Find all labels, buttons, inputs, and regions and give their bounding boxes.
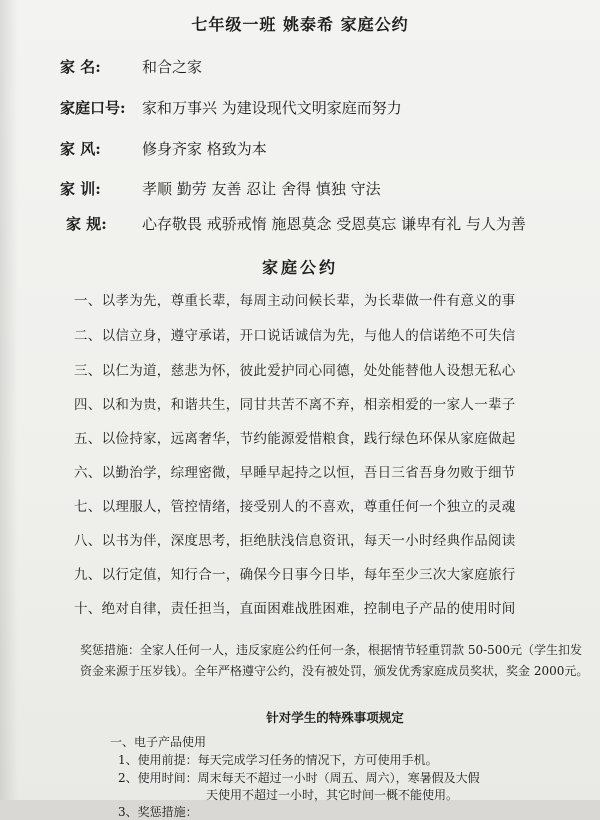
special-item: 2、使用时间：周末每天不超过一小时（周五、周六），寒暑假及大假: [118, 771, 480, 785]
rule-item: 七、以理服人，管控情绪，接受别人的不喜欢，尊重任何一个独立的灵魂: [74, 499, 516, 515]
rule-item: 十、绝对自律，责任担当，直面困难战胜困难，控制电子产品的使用时间: [74, 601, 516, 617]
special-item: 天使用不超过一小时，其它时间一概不能使用。: [206, 788, 459, 802]
rule-item: 六、以勤治学，综理密微，早睡早起持之以恒，吾日三省吾身勿败于细节: [74, 465, 516, 481]
header-row-family-rules: [66, 213, 526, 234]
header-row-family-style: [60, 138, 267, 159]
special-item: 1、使用前提：每天完成学习任务的情况下，方可使用手机。: [118, 753, 438, 767]
header-label: 家 风:: [60, 140, 101, 158]
header-value: 修身齐家 格致为本: [142, 140, 267, 158]
rule-item: 八、以书为伴，深度思考，拒绝肤浅信息资讯，每天一小时经典作品阅读: [74, 533, 516, 549]
rule-item: 五、以俭持家，远离奢华，节约能源爱惜粮食，践行绿色环保从家庭做起: [74, 431, 516, 447]
header-label: 家庭口号:: [60, 99, 126, 117]
header-label: 家 名:: [60, 58, 101, 76]
rule-item: 四、以和为贵，和谐共生，同甘共苦不离不弃，相亲相爱的一家人一辈子: [74, 397, 516, 413]
header-value: 和合之家: [142, 58, 203, 76]
special-item: 3、奖惩措施：: [118, 805, 198, 819]
page-title: 七年级一班 姚泰希 家庭公约: [191, 15, 409, 34]
rule-item: 二、以信立身，遵守承诺，开口说话诚信为先，与他人的信诺绝不可失信: [74, 328, 516, 344]
rule-item: 一、以孝为先，尊重长辈，每周主动问候长辈，为长辈做一件有意义的事: [74, 293, 516, 309]
special-item: 一、电子产品使用: [110, 735, 207, 749]
header-row-family-motto: [60, 178, 381, 199]
header-value: 家和万事兴 为建设现代文明家庭而努力: [142, 99, 402, 117]
header-row-family-name: [60, 56, 202, 77]
header-value: 心存敬畏 戒骄戒惰 施恩莫念 受恩莫忘 谦卑有礼 与人为善: [142, 215, 526, 233]
rewards-paragraph: 奖惩措施：全家人任何一人，违反家庭公约任何一条，根据情节轻重罚款 50-500元（学生扣发资金来源于压岁钱）。全年严格遵守公约，没有被处罚，颁发优秀家庭成员奖状，奖金 2000元。: [80, 643, 589, 678]
header-label: 家 训:: [60, 180, 101, 198]
header-row-slogan: [60, 97, 402, 118]
page-shadow: [0, 0, 18, 800]
rule-item: 九、以行定值，知行合一，确保今日事今日毕，每年至少三次大家庭旅行: [74, 567, 516, 583]
rule-item: 三、以仁为道，慈悲为怀，彼此爱护同心同德，处处能替他人设想无私心: [74, 363, 516, 379]
section-title: 家庭公约: [261, 258, 338, 277]
header-label: 家 规:: [66, 215, 107, 233]
header-value: 孝顺 勤劳 友善 忍让 舍得 慎独 守法: [142, 180, 381, 198]
special-rules-title: 针对学生的特殊事项规定: [266, 710, 404, 725]
